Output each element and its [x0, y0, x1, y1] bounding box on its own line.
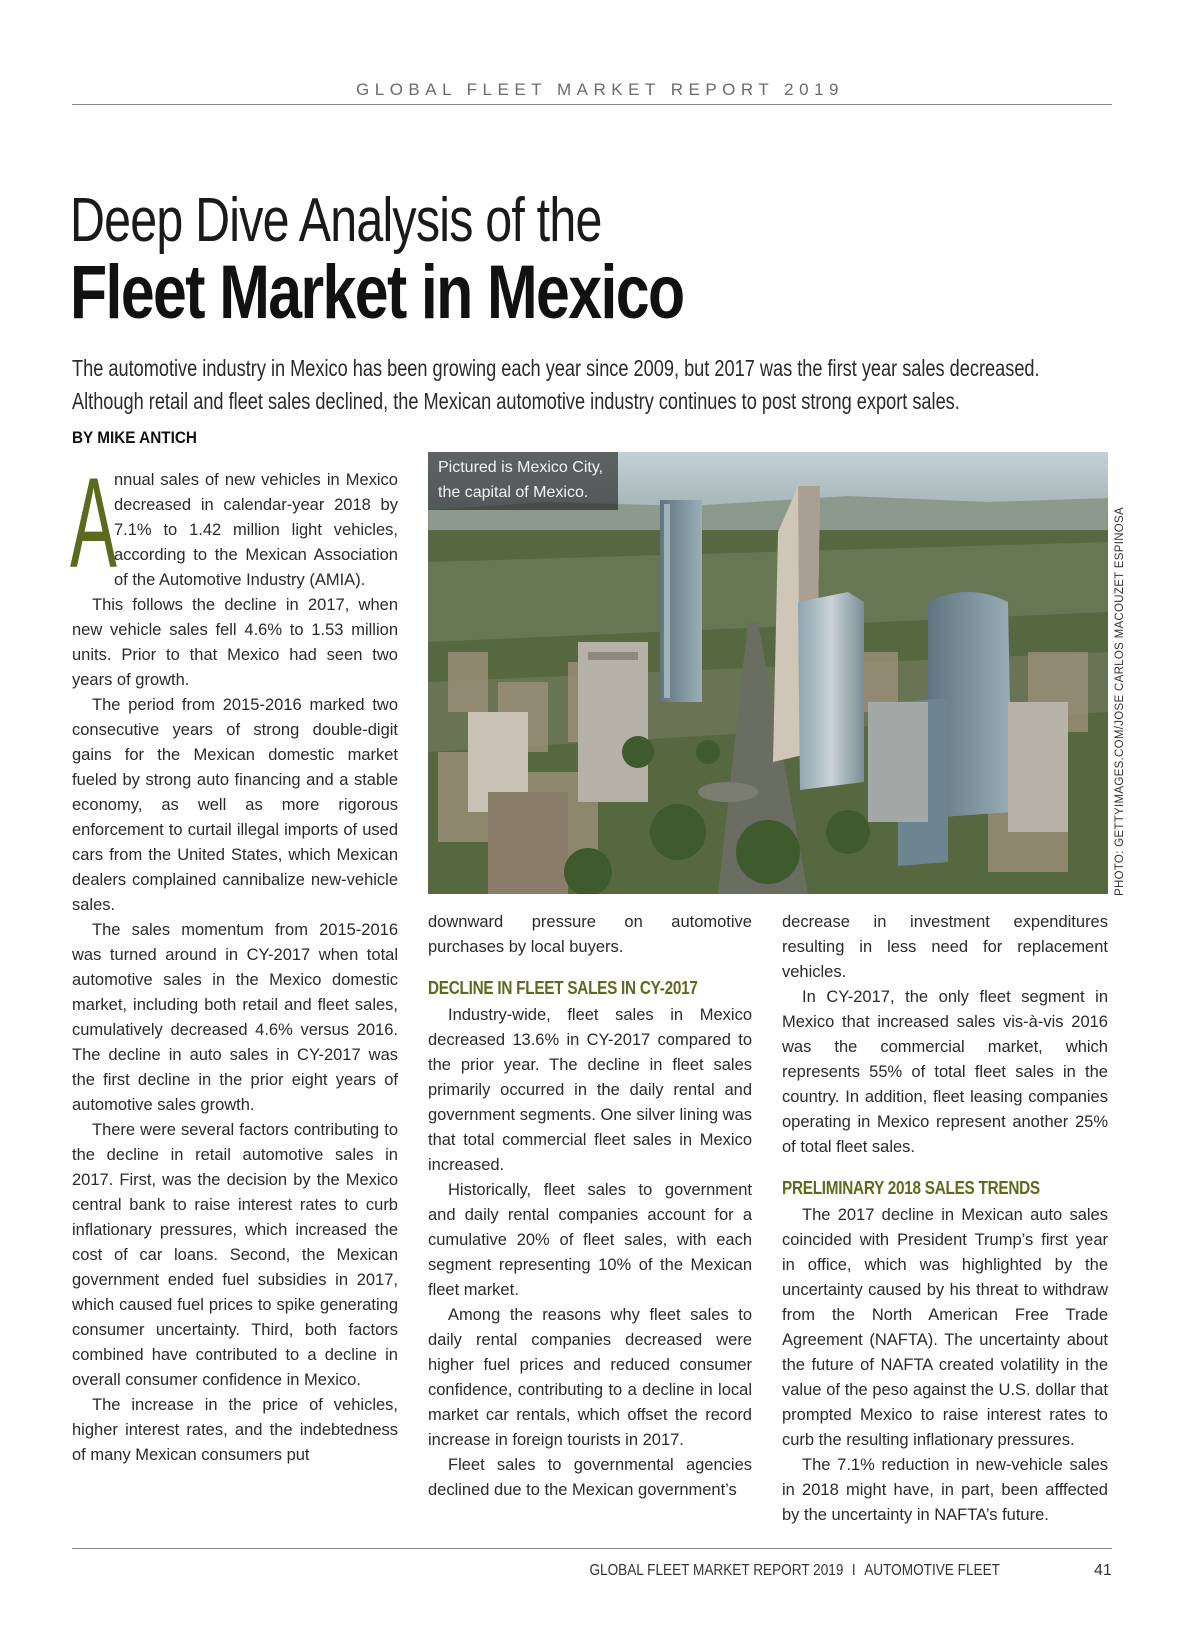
byline: BY MIKE ANTICH [72, 428, 197, 447]
paragraph: The increase in the price of vehicles, higher interest rates, and the indebtedness of many Mexican consumers put [72, 1396, 398, 1464]
paragraph: The sales momentum from 2015-2016 was turned around in CY-2017 when total automotive sales in the Mexico domestic market, including both retail and fleet sales, cumulatively decreased 4.6% versus 2016. The decline in auto sales in CY-2017 was the first decline in the prior eight years of automotive sales growth. [72, 921, 398, 1114]
drop-cap: A [70, 452, 117, 595]
deck-line-1: The automotive industry in Mexico has been growing each year since 2009, but 2017 was the first year sales decreased. [72, 355, 1040, 381]
footer-magazine: AUTOMOTIVE FLEET [864, 1562, 1000, 1579]
photo-caption [428, 452, 618, 510]
paragraph: In CY-2017, the only fleet segment in Mexico that increased sales vis-à-vis 2016 was the commercial market, which represents 55% of total fleet sales in the country. In addition, fleet leasing companies operating in Mexico represent another 25% of total fleet sales. [782, 988, 1108, 1156]
headline-line-1: Deep Dive Analysis of the [70, 186, 602, 255]
footer-publication: GLOBAL FLEET MARKET REPORT 2019 [589, 1562, 844, 1579]
paragraph: The period from 2015-2016 marked two consecutive years of strong double-digit gains for the Mexican domestic market fueled by strong auto financing and a stable economy, as well as more rigorous enforcement to curtail illegal imports of used cars from the United States, which Mexican dealers complained cannibalize new-vehicle sales. [72, 696, 398, 914]
body-column-2 [428, 910, 752, 1503]
paragraph: Fleet sales to governmental agencies declined due to the Mexican government’s [428, 1456, 752, 1499]
paragraph: Historically, fleet sales to government and daily rental companies account for a cumulative 20% of fleet sales, with each segment representing 10% of the Mexican fleet market. [428, 1181, 752, 1299]
article-deck [72, 352, 1083, 418]
page-number: 41 [1094, 1562, 1112, 1579]
paragraph: There were several factors contributing to the decline in retail automotive sales in 2017. First, was the decision by the Mexico central bank to raise interest rates to curb inflationary pressures, which increased the cost of car loans. Second, the Mexican government ended fuel subsidies in 2017, which caused fuel prices to spike generating consumer uncertainty. Third, both factors combined have contributed to a decline in overall consumer confidence in Mexico. [72, 1121, 398, 1389]
paragraph: This follows the decline in 2017, when new vehicle sales fell 4.6% to 1.53 million units. Prior to that Mexico had seen two years of growth. [72, 596, 398, 689]
page-footer [589, 1562, 1000, 1580]
skyline-illustration [428, 452, 1108, 894]
bottom-rule [72, 1548, 1112, 1549]
section-heading: PRELIMINARY 2018 SALES TRENDS [782, 1178, 1040, 1198]
paragraph: Among the reasons why fleet sales to daily rental companies decreased were higher fuel prices and reduced consumer confidence, contributing to a decline in local market car rentals, which offset the record increase in foreign tourists in 2017. [428, 1306, 752, 1449]
paragraph: Industry-wide, fleet sales in Mexico decreased 13.6% in CY-2017 compared to the prior year. The decline in fleet sales primarily occurred in the daily rental and government segments. One silver lining was that total commercial fleet sales in Mexico increased. [428, 1006, 752, 1174]
paragraph: The 7.1% reduction in new-vehicle sales in 2018 might have, in part, been afffected by the uncertainty in NAFTA’s future. [782, 1456, 1108, 1524]
photo-credit: PHOTO: GETTYIMAGES.COM/JOSE CARLOS MACOUZET ESPINOSA [1114, 507, 1126, 896]
running-header: GLOBAL FLEET MARKET REPORT 2019 [356, 80, 844, 99]
headline-line-2: Fleet Market in Mexico [70, 250, 684, 335]
paragraph-text: nnual sales of new vehicles in Mexico decreased in calendar-year 2018 by 7.1% to 1.42 million light vehicles, according to the Mexican Association of the Automotive Industry (AMIA). [114, 471, 398, 589]
caption-line-2: the capital of Mexico. [438, 484, 589, 501]
deck-line-2: Although retail and fleet sales declined, the Mexican automotive industry continues to post strong export sales. [72, 388, 960, 414]
paragraph [70, 452, 398, 595]
top-rule [72, 104, 1112, 105]
paragraph: decrease in investment expenditures resulting in less need for replacement vehicles. [782, 913, 1108, 981]
body-column-3 [782, 910, 1108, 1528]
mexico-city-photo [428, 452, 1108, 894]
caption-line-1: Pictured is Mexico City, [438, 459, 604, 476]
footer-separator: I [851, 1562, 856, 1579]
paragraph: The 2017 decline in Mexican auto sales coincided with President Trump’s first year in office, which was highlighted by the uncertainty caused by his threat to withdraw from the North American Free Trade Agreement (NAFTA). The uncertainty about the future of NAFTA created volatility in the value of the peso against the U.S. dollar that prompted Mexico to raise interest rates to curb the resulting inflationary pressures. [782, 1206, 1108, 1449]
paragraph: downward pressure on automotive purchases by local buyers. [428, 913, 752, 956]
body-column-1 [70, 452, 398, 1468]
section-heading: DECLINE IN FLEET SALES IN CY-2017 [428, 978, 698, 998]
